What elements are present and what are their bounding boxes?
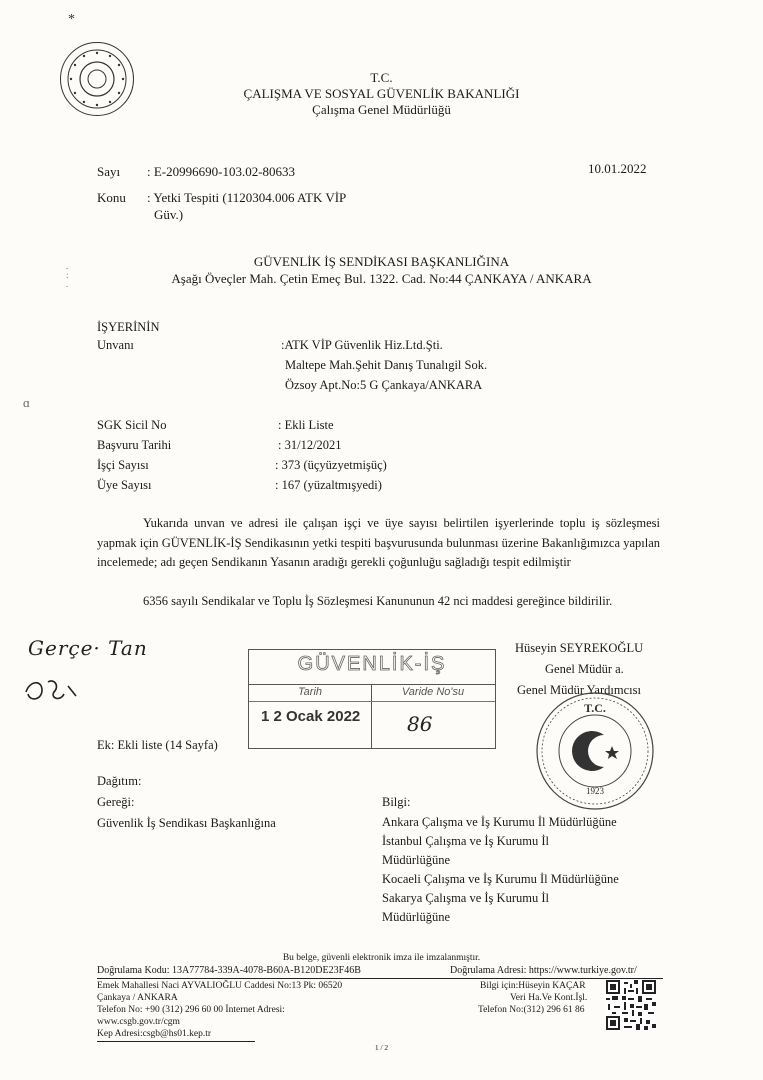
recipient-name: GÜVENLİK İŞ SENDİKASI BAŞKANLIĞINA xyxy=(253,254,510,269)
stamp-col1-label: Tarih xyxy=(297,686,323,698)
unvan-label: Unvanı xyxy=(97,338,134,352)
geregi-label: Gereği: xyxy=(97,795,135,809)
signer-name: Hüseyin SEYREKOĞLU xyxy=(515,641,644,655)
stamp-date: 1 2 Ocak 2022 xyxy=(261,708,361,725)
footer-phone: Telefon No: +90 (312) 296 60 00 İnternet Adresi: xyxy=(97,1005,285,1015)
footer-info-3: Telefon No:(312) 296 61 86 xyxy=(478,1005,585,1015)
isci-value: : 373 (üçyüzyetmişüç) xyxy=(275,458,387,472)
ministry-title: ÇALIŞMA VE SOSYAL GÜVENLİK BAKANLIĞI xyxy=(243,86,520,101)
sgk-label: SGK Sicil No xyxy=(97,418,167,432)
uye-label: Üye Sayısı xyxy=(97,478,152,492)
body-paragraph-2 xyxy=(97,592,660,612)
attachment-line: Ek: Ekli liste (14 Sayfa) xyxy=(97,738,218,752)
margin-mark-icon: ɑ xyxy=(23,395,30,410)
bilgi-item: Kocaeli Çalışma ve İş Kurumu İl Müdürlüğüne xyxy=(382,872,619,886)
bilgi-label: Bilgi: xyxy=(382,795,411,809)
body-paragraph-1-text: Yukarıda unvan ve adresi ile çalışan işçi ve üye sayısı belirtilen işyerlerinde toplu iş sözleşmesi yapmak için GÜVENLİK-İŞ Sendikasının yetki tespiti başvurusunda bulunması üzerine Bakanlığımızca yapılan incelemede; adı geçen Sendikanın Yasanın aradığı gerekli çoğunluğu sağladığı tespit edilmiştir xyxy=(97,516,660,569)
footer-address-1: Emek Mahallesi Naci AYVALIOĞLU Caddesi No:13 Pk: 06520 xyxy=(97,981,343,991)
corner-mark-icon: * xyxy=(68,12,75,27)
signer-title1: Genel Müdür a. xyxy=(545,662,624,676)
footer-web: www.csgb.gov.tr/cgm xyxy=(97,1017,180,1027)
bilgi-item: Sakarya Çalışma ve İş Kurumu İl xyxy=(382,891,549,905)
stamp-col2-label: Varide No'su xyxy=(401,686,465,698)
unvan-line2: Maltepe Mah.Şehit Danış Tunalıgil Sok. xyxy=(285,358,488,372)
bilgi-item: İstanbul Çalışma ve İş Kurumu İl xyxy=(382,834,549,848)
konu-label: Konu xyxy=(97,190,126,205)
document-date: 10.01.2022 xyxy=(588,161,647,176)
workplace-heading: İŞYERİNİN xyxy=(97,320,160,334)
sayi-label: Sayı xyxy=(97,164,121,179)
department-title: Çalışma Genel Müdürlüğü xyxy=(312,102,451,117)
tc-official-seal xyxy=(534,690,656,812)
page-number: 1 / 2 xyxy=(374,1043,389,1052)
stamp-org: GÜVENLİK-İŞ xyxy=(297,653,447,675)
footer-info-2: Veri Ha.Ve Kont.İşl. xyxy=(510,993,588,1003)
esign-notice: Bu belge, güvenli elektronik imza ile imzalanmıştır. xyxy=(282,953,481,963)
konu-line1: : Yetki Tespiti (1120304.006 ATK VİP xyxy=(147,190,347,205)
unvan-line1: :ATK VİP Güvenlik Hiz.Ltd.Şti. xyxy=(281,338,443,352)
bilgi-item: Müdürlüğüne xyxy=(382,853,451,867)
footer-info-1: Bilgi için:Hüseyin KAÇAR xyxy=(480,981,586,991)
union-receipt-stamp xyxy=(248,649,496,749)
stamp-number: 86 xyxy=(407,712,433,736)
bilgi-item: Ankara Çalışma ve İş Kurumu İl Müdürlüğüne xyxy=(382,815,617,829)
geregi-value: Güvenlik İş Sendikası Başkanlığına xyxy=(97,816,276,830)
verify-address: Doğrulama Adresi: https://www.turkiye.gov.tr/ xyxy=(450,965,637,976)
verify-code: Doğrulama Kodu: 13A77784-339A-4078-B60A-B120DE23F46B xyxy=(97,965,361,976)
footer-divider xyxy=(97,978,663,979)
bilgi-item: Müdürlüğüne xyxy=(382,910,451,924)
body-paragraph-1 xyxy=(97,514,660,573)
distribution-heading: Dağıtım: xyxy=(97,774,142,788)
basvuru-label: Başvuru Tarihi xyxy=(97,438,172,452)
isci-label: İşçi Sayısı xyxy=(97,458,149,472)
uye-value: : 167 (yüzaltmışyedi) xyxy=(275,478,382,492)
sayi-value: : E-20996690-103.02-80633 xyxy=(147,164,296,179)
konu-line2: Güv.) xyxy=(154,207,184,222)
basvuru-value: : 31/12/2021 xyxy=(278,438,342,452)
qr-code-icon xyxy=(606,980,656,1030)
footer-address-2: Çankaya / ANKARA xyxy=(97,993,178,1003)
margin-dots: . : . xyxy=(66,261,69,289)
sgk-value: : Ekli Liste xyxy=(278,418,334,432)
handwritten-note: Gerçe· Tan xyxy=(28,636,148,660)
svg-text:1923: 1923 xyxy=(586,786,604,796)
signer-title2: Genel Müdür Yardımcısı xyxy=(517,683,641,697)
unvan-line3: Özsoy Apt.No:5 G Çankaya/ANKARA xyxy=(285,378,483,392)
header-tc: T.C. xyxy=(370,70,393,85)
handwritten-scribble-icon xyxy=(20,672,80,711)
svg-text:T.C.: T.C. xyxy=(584,701,606,715)
body-paragraph-2-text: 6356 sayılı Sendikalar ve Toplu İş Sözleşmesi Kanununun 42 nci maddesi gereğince bildirilir. xyxy=(143,594,613,608)
kep-underline xyxy=(97,1041,255,1042)
recipient-address: Aşağı Öveçler Mah. Çetin Emeç Bul. 1322. Cad. No:44 ÇANKAYA / ANKARA xyxy=(171,271,592,286)
footer-kep: Kep Adresi:csgb@hs01.kep.tr xyxy=(97,1029,212,1039)
